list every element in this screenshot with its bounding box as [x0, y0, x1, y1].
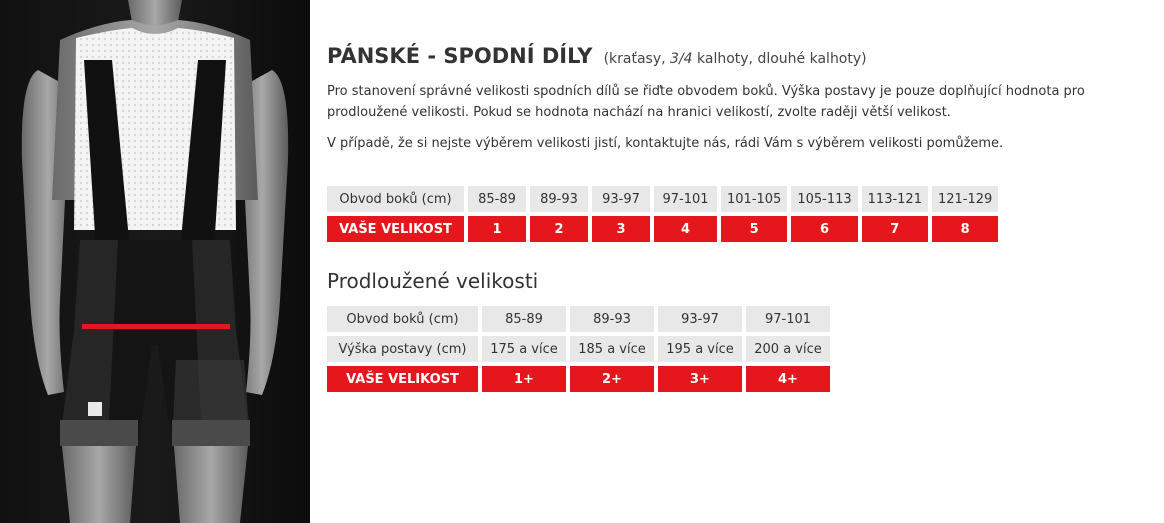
hip-cell: 101-105 [721, 186, 787, 212]
size-cell: 1+ [482, 366, 566, 392]
title-subtitle [604, 51, 867, 67]
size-cell: 3 [592, 216, 650, 242]
hip-label-cell: Obvod boků (cm) [327, 306, 478, 332]
height-cell: 175 a více [482, 336, 566, 362]
size-row [327, 216, 998, 242]
size-cell: 4 [654, 216, 717, 242]
size-cell: 8 [932, 216, 998, 242]
size-label-cell: VAŠE VELIKOST [327, 366, 478, 392]
hip-label-cell: Obvod boků (cm) [327, 186, 464, 212]
size-cell: 3+ [658, 366, 742, 392]
hip-cell: 85-89 [482, 306, 566, 332]
size-cell: 2+ [570, 366, 654, 392]
hip-cell: 93-97 [658, 306, 742, 332]
height-label-cell: Výška postavy (cm) [327, 336, 478, 362]
height-cell: 185 a více [570, 336, 654, 362]
hip-cell: 89-93 [530, 186, 588, 212]
model-photo [0, 0, 310, 523]
height-row [327, 336, 830, 362]
hip-cell: 105-113 [791, 186, 857, 212]
hip-cell: 89-93 [570, 306, 654, 332]
page-title [327, 38, 1157, 73]
extended-size-table [323, 302, 834, 396]
contact-paragraph: V případě, že si nejste výběrem velikosti jistí, kontaktujte nás, rádi Vám s výběrem velikosti pomůžeme. [327, 136, 1004, 151]
size-cell: 4+ [746, 366, 830, 392]
size-label-cell: VAŠE VELIKOST [327, 216, 464, 242]
hip-cell: 97-101 [654, 186, 717, 212]
model-wearing-bib-shorts-illustration [0, 0, 310, 523]
extended-sizes-title: Prodloužené velikosti [327, 269, 539, 293]
size-guide-content [327, 38, 1157, 396]
size-cell: 2 [530, 216, 588, 242]
hip-cell: 113-121 [862, 186, 928, 212]
hip-cell: 85-89 [468, 186, 526, 212]
height-cell: 195 a více [658, 336, 742, 362]
size-cell: 5 [721, 216, 787, 242]
hip-cell: 97-101 [746, 306, 830, 332]
subtitle-open: (kraťasy, [603, 51, 671, 67]
size-cell: 1 [468, 216, 526, 242]
hip-cell: 93-97 [592, 186, 650, 212]
intro-paragraph: Pro stanovení správné velikosti spodních dílů se řiďte obvodem boků. Výška postavy je pouze doplňující hodnota pro prodloužené velikosti. Pokud se hodnota nachází na hranici velikostí, zvolte raději větší velikost. [327, 84, 1085, 120]
hip-row [327, 306, 830, 332]
size-row [327, 366, 830, 392]
hip-row [327, 186, 998, 212]
size-cell: 6 [791, 216, 857, 242]
standard-size-table [323, 182, 1002, 246]
title-main: PÁNSKÉ - SPODNÍ DÍLY [327, 44, 593, 68]
height-cell: 200 a více [746, 336, 830, 362]
subtitle-close: kalhoty, dlouhé kalhoty) [692, 51, 867, 67]
subtitle-italic: 3/4 [670, 51, 693, 67]
size-cell: 7 [862, 216, 928, 242]
hip-cell: 121-129 [932, 186, 998, 212]
